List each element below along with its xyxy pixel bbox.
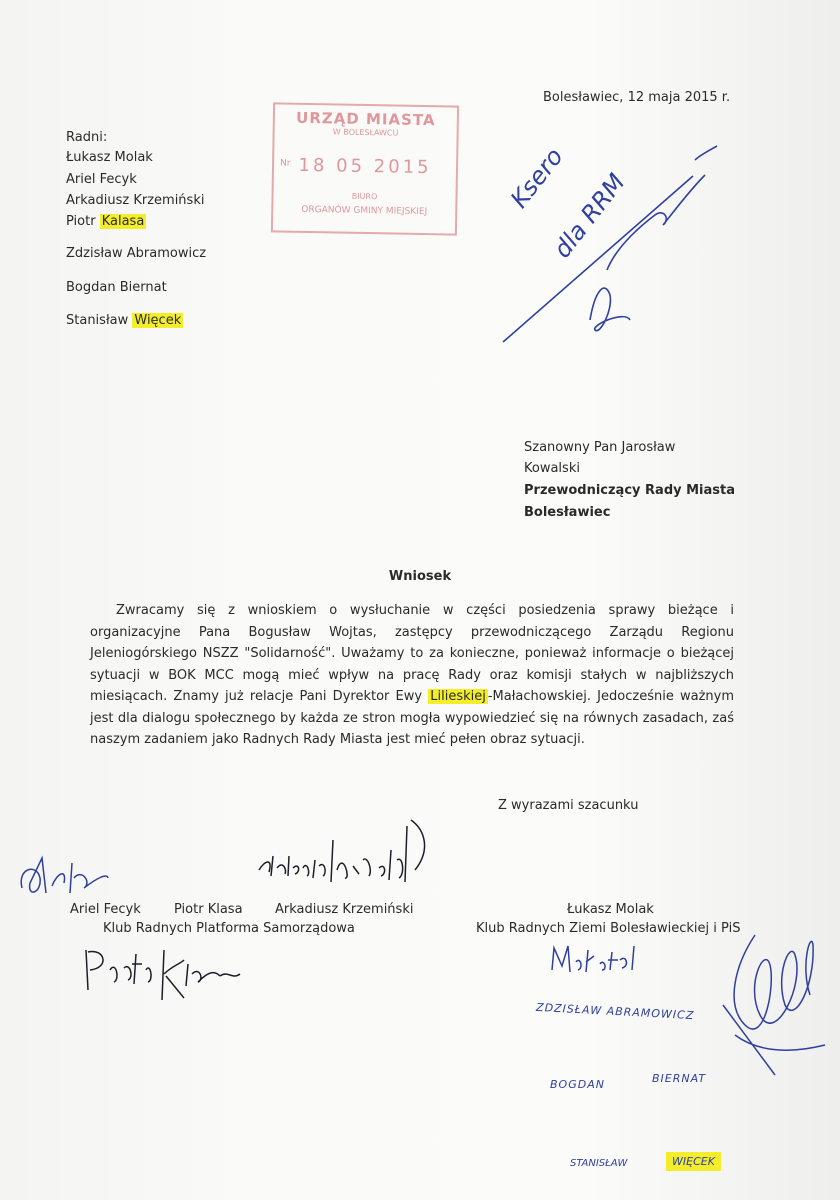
sender-name: [66, 150, 153, 166]
sender-first: Bogdan Biernat: [66, 280, 167, 295]
handwritten-last-biernat: BIERNAT: [652, 1072, 707, 1085]
sender-name: [66, 246, 206, 262]
signature-molak: [548, 940, 648, 984]
sender-first: Stanisław: [66, 313, 133, 328]
letter-title: Wniosek: [388, 569, 452, 584]
signature-krzeminski: [255, 800, 440, 890]
signature-abramowicz-scrawl: [715, 925, 840, 1085]
place-date: Bolesławiec, 12 maja 2015 r.: [543, 90, 731, 105]
stamp-number-label: Nr: [279, 158, 291, 169]
senders-heading: Radni:: [66, 130, 108, 145]
signatory-club: Klub Radnych Platforma Samorządowa: [103, 921, 355, 936]
registry-stamp: [271, 102, 459, 235]
highlighted-name: Lilieskiej: [430, 689, 486, 704]
signature-fecyk: [12, 848, 122, 908]
body-text-part2: -Małachowskiej. Jedocześnie ważnym jest dla dialogu społecznego by każda ze stron mogła wypowiedzieć się na równych zasadach, zaś naszym zadaniem jako Radnych Rady Miasta jest mieć pełen obraz sytuacji.: [90, 689, 734, 747]
handwritten-last-wiecek-highlighted: WIĘCEK: [666, 1152, 721, 1171]
addressee-line2: Kowalski: [524, 461, 580, 476]
addressee-line3: Przewodniczący Rady Miasta: [524, 483, 736, 498]
stamp-footer-line1: BIURO: [351, 191, 378, 202]
sender-first: Ariel Fecyk: [66, 172, 137, 187]
annotation-signature: [495, 120, 735, 360]
handwritten-annotation-line1: Ksero: [505, 142, 569, 214]
addressee-line4: Bolesławiec: [524, 505, 611, 520]
sender-name: [66, 313, 183, 329]
stamp-date: 18 05 2015: [298, 154, 432, 179]
highlighted-surname: Kalasa: [101, 214, 145, 229]
handwritten-annotation-line2: dla RRM: [548, 168, 631, 264]
stamp-title: URZĄD MIASTA: [295, 108, 436, 130]
signature-klasa: [80, 940, 250, 1010]
letter-body: [90, 600, 734, 751]
sender-name: [66, 280, 167, 296]
sender-first: Arkadiusz Krzemiński: [66, 193, 205, 208]
signatory-name: Arkadiusz Krzemiński: [275, 902, 414, 917]
sender-name: [66, 214, 146, 230]
handwritten-name-abramowicz: ZDZISŁAW ABRAMOWICZ: [535, 1000, 695, 1023]
body-text-part1: Zwracamy się z wnioskiem o wysłuchanie w części posiedzenia sprawy bieżące i organizacyjne Pana Bogusław Wojtas, zastępcy przewodniczącego Zarządu Regionu Jeleniogórskiego NSZZ "Solidarność". Uważamy to za konieczne, ponieważ informacje o bieżącej sytuacji w BOK MCC mogą mieć wpływ na pracę Rady oraz komisji stałych w najbliższych miesiącach. Znamy już relacje Pani Dyrektor Ewy: [90, 603, 734, 704]
sender-first: Piotr: [66, 214, 100, 229]
stamp-subtitle: W BOLESŁAWCU: [332, 127, 399, 138]
signatory-name: Łukasz Molak: [567, 902, 654, 917]
handwritten-first-biernat: BOGDAN: [550, 1078, 605, 1091]
signatory-name: Piotr Klasa: [174, 902, 243, 917]
handwritten-first-wiecek: STANISŁAW: [570, 1158, 628, 1169]
stamp-footer-line2: ORGANÓW GMINY MIEJSKIEJ: [301, 204, 428, 218]
highlighted-surname: Więcek: [134, 313, 182, 328]
signatory-name: Ariel Fecyk: [70, 902, 141, 917]
sender-first: Łukasz Molak: [66, 150, 153, 165]
sender-name: [66, 193, 204, 209]
sender-first: Zdzisław Abramowicz: [66, 246, 207, 261]
addressee-line1: Szanowny Pan Jarosław: [524, 440, 676, 455]
signatory-club: Klub Radnych Ziemi Bolesławieckiej i PiS: [476, 921, 741, 936]
closing-phrase: Z wyrazami szacunku: [498, 798, 639, 813]
sender-name: [66, 172, 137, 188]
